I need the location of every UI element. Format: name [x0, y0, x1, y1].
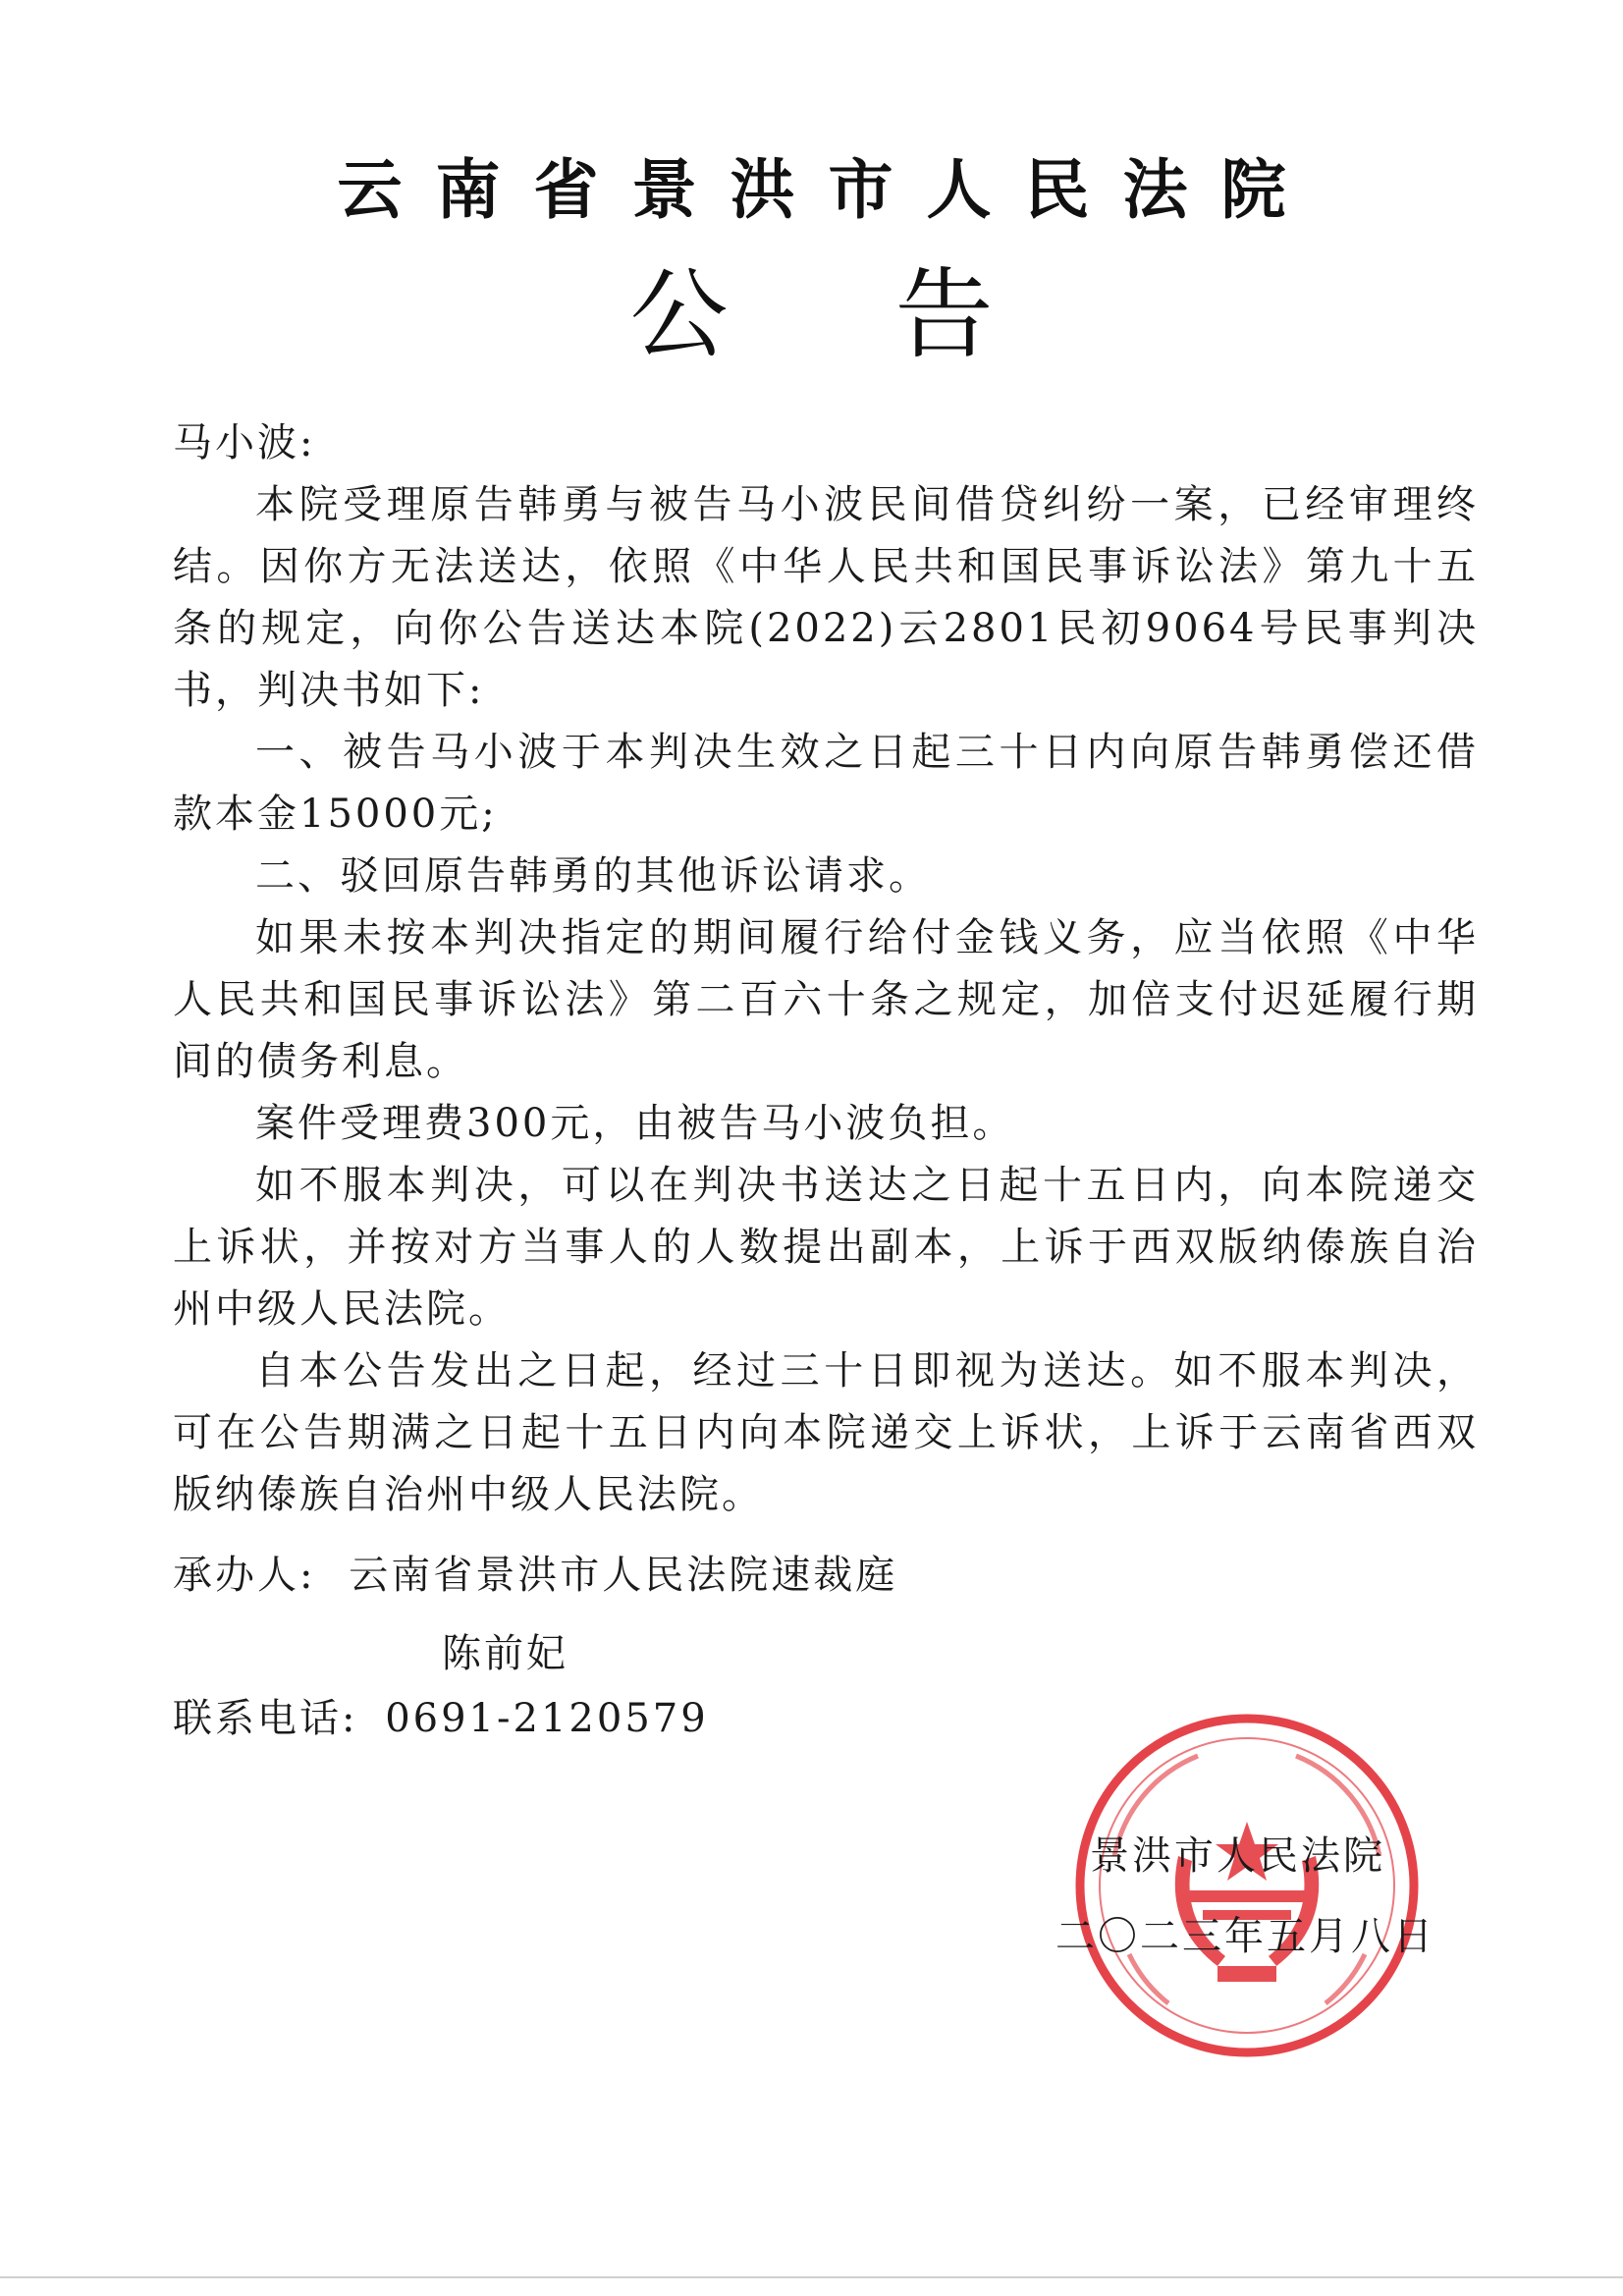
phone-number: 0691-2120579 — [385, 1696, 709, 1741]
handler-line — [173, 1544, 897, 1600]
phone-line — [173, 1687, 709, 1743]
paragraph-service-notice: 自本公告发出之日起，经过三十日即视为送达。如不服本判决，可在公告期满之日起十五日内向本院递交上诉状，上诉于云南省西双版纳傣族自治州中级人民法院。 — [173, 1348, 1479, 1517]
paragraph-appeal: 如不服本判决，可以在判决书送达之日起十五日内，向本院递交上诉状，并按对方当事人的人数提出副本，上诉于西双版纳傣族自治州中级人民法院。 — [173, 1163, 1479, 1332]
handler-unit: 云南省景洪市人民法院速裁庭 — [349, 1553, 898, 1598]
paragraph-judgment-2: 二、驳回原告韩勇的其他诉讼请求。 — [255, 853, 931, 899]
issue-date: 二〇二三年五月八日 — [1055, 1914, 1435, 1959]
handler-name: 陈前妃 — [442, 1631, 568, 1676]
handler-label: 承办人: — [173, 1553, 316, 1598]
issuer-court: 景洪市人民法院 — [1090, 1833, 1385, 1879]
paragraph-case-fee: 案件受理费300元，由被告马小波负担。 — [255, 1101, 1015, 1146]
paragraph-judgment-1: 一、被告马小波于本判决生效之日起三十日内向原告韩勇偿还借款本金15000元; — [173, 730, 1479, 837]
notice-body — [173, 412, 1479, 1526]
court-seal — [1070, 1709, 1424, 2062]
addressee: 马小波: — [173, 420, 316, 465]
paragraph-intro: 本院受理原告韩勇与被告马小波民间借贷纠纷一案，已经审理终结。因你方无法送达，依照《中华人民共和国民事诉讼法》第九十五条的规定，向你公告送达本院(2022)云2801民初9064号民事判决书，判决书如下: — [173, 482, 1479, 713]
court-name-heading: 云南省景洪市人民法院 — [337, 151, 1320, 228]
page-bottom-rule — [0, 2276, 1623, 2278]
paragraph-late-interest: 如果未按本判决指定的期间履行给付金钱义务，应当依照《中华人民共和国民事诉讼法》第二百六十条之规定，加倍支付迟延履行期间的债务利息。 — [173, 915, 1479, 1084]
document-title: 公告 — [629, 257, 1161, 372]
phone-label: 联系电话: — [173, 1696, 358, 1741]
